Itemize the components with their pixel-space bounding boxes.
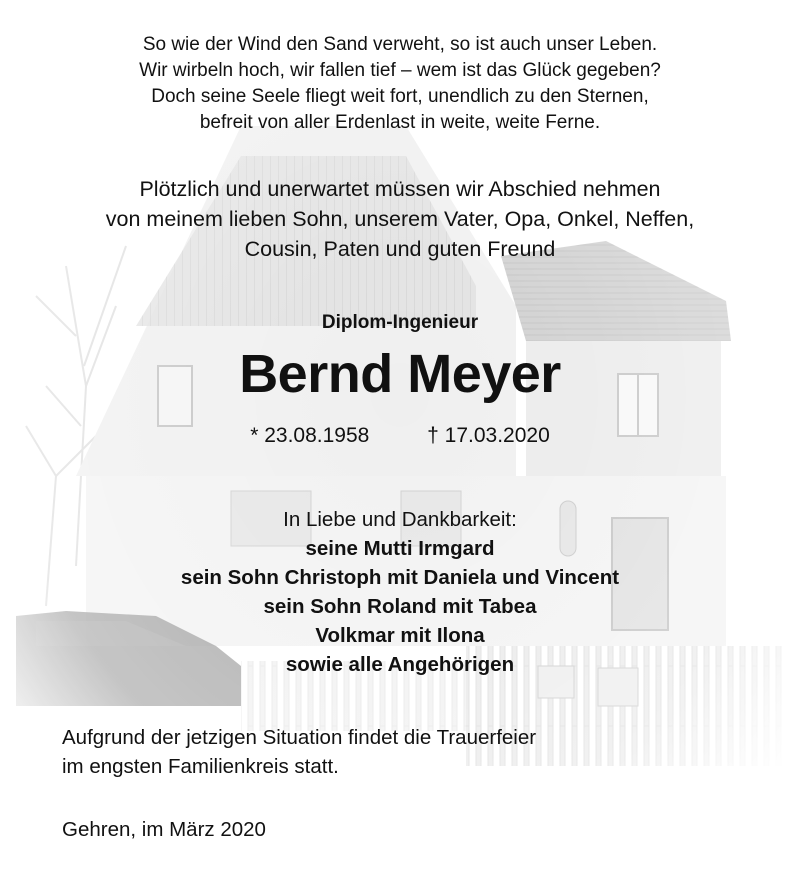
death-date: † 17.03.2020 <box>427 424 550 447</box>
mourner-entry: seine Mutti Irmgard <box>305 537 495 560</box>
poem-line: befreit von aller Erdenlast in weite, weite Ferne. <box>199 112 601 133</box>
life-dates <box>6 424 794 448</box>
intro-line: Cousin, Paten und guten Freund <box>244 237 556 261</box>
farewell-intro <box>6 174 794 264</box>
place-and-date: Gehren, im März 2020 <box>62 818 266 841</box>
mourner-entry: sein Sohn Roland mit Tabea <box>263 595 537 618</box>
mourners-heading: In Liebe und Dankbarkeit: <box>283 508 517 531</box>
mourner-entry: sowie alle Angehörigen <box>285 653 515 676</box>
poem <box>6 32 794 136</box>
deceased-title: Diplom-Ingenieur <box>321 312 479 333</box>
mourner-entry: Volkmar mit Ilona <box>315 624 485 647</box>
birth-date: * 23.08.1958 <box>250 424 370 447</box>
mourners-list <box>6 505 794 679</box>
intro-line: Plötzlich und unerwartet müssen wir Abschied nehmen <box>139 177 661 201</box>
funeral-notice <box>62 723 536 781</box>
mourner-entry: sein Sohn Christoph mit Daniela und Vincent <box>180 566 620 589</box>
poem-line: Doch seine Seele fliegt weit fort, unendlich zu den Sternen, <box>151 86 649 107</box>
poem-line: So wie der Wind den Sand verweht, so ist auch unser Leben. <box>142 34 658 55</box>
obituary-card <box>6 6 794 870</box>
notice-line: im engsten Familienkreis statt. <box>62 755 339 778</box>
notice-line: Aufgrund der jetzigen Situation findet die Trauerfeier <box>62 726 537 749</box>
poem-line: Wir wirbeln hoch, wir fallen tief – wem ist das Glück gegeben? <box>139 60 661 81</box>
intro-line: von meinem lieben Sohn, unserem Vater, Opa, Onkel, Neffen, <box>105 207 695 231</box>
deceased-name: Bernd Meyer <box>239 344 561 404</box>
